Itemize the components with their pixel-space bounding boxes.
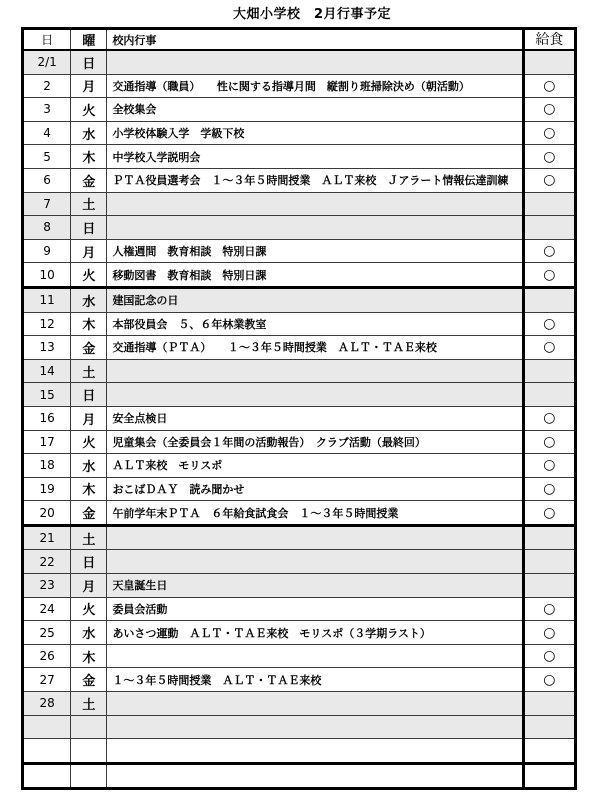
table-row: [23, 263, 576, 288]
table-row: [23, 692, 576, 716]
lunch-cell: [523, 50, 575, 74]
lunch-cell: ○: [523, 621, 575, 645]
table-row: [23, 74, 576, 98]
event-cell: 交通指導（ＰＴＡ） １～３年５時間授業 ＡＬＴ・ＴＡＥ来校: [107, 336, 523, 360]
lunch-cell: ○: [523, 430, 575, 454]
event-cell: 小学校体験入学 学級下校: [107, 121, 523, 145]
day-cell: 14: [23, 359, 71, 383]
column-header-weekday: 曜: [71, 29, 107, 51]
day-cell: 20: [23, 501, 71, 526]
event-cell: 建国記念の日: [107, 287, 523, 312]
day-cell: 3: [23, 98, 71, 122]
event-cell: 中学校入学説明会: [107, 145, 523, 169]
table-row: [23, 715, 576, 739]
weekday-cell: 木: [71, 644, 107, 668]
event-cell: あいさつ運動 ＡＬＴ・ＴＡＥ来校 モリスポ（３学期ラスト）: [107, 621, 523, 645]
event-cell: [107, 550, 523, 574]
weekday-cell: 金: [71, 168, 107, 192]
weekday-cell: 日: [71, 216, 107, 240]
event-cell: [107, 644, 523, 668]
event-cell: 安全点検日: [107, 406, 523, 430]
lunch-cell: ○: [523, 98, 575, 122]
table-row: [23, 525, 576, 550]
schedule-table: [21, 27, 577, 790]
lunch-cell: [523, 550, 575, 574]
weekday-cell: 火: [71, 98, 107, 122]
event-cell: [107, 50, 523, 74]
lunch-cell: [523, 287, 575, 312]
event-cell: 人権週間 教育相談 特別日課: [107, 239, 523, 263]
weekday-cell: 水: [71, 621, 107, 645]
day-cell: 12: [23, 312, 71, 336]
day-cell: 6: [23, 168, 71, 192]
page-title: 大畑小学校 2月行事予定: [232, 7, 392, 22]
table-row: [23, 192, 576, 216]
lunch-cell: ○: [523, 239, 575, 263]
day-cell: 27: [23, 668, 71, 692]
day-cell: 11: [23, 287, 71, 312]
lunch-cell: ○: [523, 668, 575, 692]
lunch-cell: ○: [523, 454, 575, 478]
day-cell: 4: [23, 121, 71, 145]
weekday-cell: 土: [71, 692, 107, 716]
day-cell: [23, 763, 71, 789]
day-cell: 21: [23, 525, 71, 550]
table-row: [23, 574, 576, 598]
table-row: [23, 168, 576, 192]
event-cell: 委員会活動: [107, 597, 523, 621]
lunch-cell: [523, 359, 575, 383]
weekday-cell: 水: [71, 454, 107, 478]
table-row: [23, 98, 576, 122]
event-cell: 全校集会: [107, 98, 523, 122]
weekday-cell: 月: [71, 406, 107, 430]
event-cell: [107, 692, 523, 716]
lunch-cell: ○: [523, 168, 575, 192]
day-cell: 26: [23, 644, 71, 668]
event-cell: １～３年５時間授業 ＡＬＴ・ＴＡＥ来校: [107, 668, 523, 692]
day-cell: 16: [23, 406, 71, 430]
event-cell: [107, 763, 523, 789]
lunch-cell: ○: [523, 263, 575, 288]
event-cell: 交通指導（職員） 性に関する指導月間 縦割り班掃除決め（朝活動）: [107, 74, 523, 98]
lunch-cell: [523, 383, 575, 407]
table-row: [23, 406, 576, 430]
day-cell: 10: [23, 263, 71, 288]
column-header-lunch: 給食: [523, 29, 575, 51]
column-header-day: 日: [23, 29, 71, 51]
lunch-cell: ○: [523, 121, 575, 145]
weekday-cell: [71, 715, 107, 739]
table-row: [23, 621, 576, 645]
table-row: [23, 763, 576, 789]
weekday-cell: 金: [71, 668, 107, 692]
event-cell: [107, 192, 523, 216]
table-row: [23, 454, 576, 478]
day-cell: 25: [23, 621, 71, 645]
event-cell: 午前学年末ＰＴＡ ６年給食試食会 １～３年５時間授業: [107, 501, 523, 526]
weekday-cell: 月: [71, 574, 107, 598]
lunch-cell: ○: [523, 145, 575, 169]
event-cell: おこばＤＡＹ 読み聞かせ: [107, 477, 523, 501]
table-row: [23, 287, 576, 312]
day-cell: [23, 715, 71, 739]
lunch-cell: ○: [523, 597, 575, 621]
weekday-cell: 火: [71, 430, 107, 454]
weekday-cell: 土: [71, 192, 107, 216]
lunch-cell: ○: [523, 477, 575, 501]
event-cell: 本部役員会 ５、６年林業教室: [107, 312, 523, 336]
event-cell: 天皇誕生日: [107, 574, 523, 598]
lunch-cell: ○: [523, 312, 575, 336]
day-cell: 2: [23, 74, 71, 98]
weekday-cell: 火: [71, 263, 107, 288]
event-cell: [107, 359, 523, 383]
weekday-cell: 金: [71, 501, 107, 526]
lunch-cell: [523, 216, 575, 240]
column-header-event: 校内行事: [107, 29, 523, 51]
event-cell: [107, 383, 523, 407]
weekday-cell: 金: [71, 336, 107, 360]
table-row: [23, 312, 576, 336]
table-row: [23, 336, 576, 360]
table-row: [23, 216, 576, 240]
lunch-cell: ○: [523, 406, 575, 430]
table-row: [23, 739, 576, 764]
table-row: [23, 550, 576, 574]
table-row: [23, 477, 576, 501]
day-cell: 15: [23, 383, 71, 407]
lunch-cell: [523, 763, 575, 789]
lunch-cell: [523, 692, 575, 716]
table-row: [23, 501, 576, 526]
day-cell: 19: [23, 477, 71, 501]
day-cell: 23: [23, 574, 71, 598]
day-cell: 2/1: [23, 50, 71, 74]
table-row: [23, 145, 576, 169]
day-cell: 13: [23, 336, 71, 360]
weekday-cell: 火: [71, 597, 107, 621]
table-row: [23, 597, 576, 621]
weekday-cell: 日: [71, 383, 107, 407]
day-cell: 8: [23, 216, 71, 240]
weekday-cell: 日: [71, 550, 107, 574]
weekday-cell: 月: [71, 239, 107, 263]
weekday-cell: 木: [71, 145, 107, 169]
event-cell: 移動図書 教育相談 特別日課: [107, 263, 523, 288]
day-cell: 5: [23, 145, 71, 169]
weekday-cell: 木: [71, 477, 107, 501]
table-row: [23, 430, 576, 454]
lunch-cell: [523, 574, 575, 598]
table-row: [23, 50, 576, 74]
day-cell: 24: [23, 597, 71, 621]
lunch-cell: ○: [523, 336, 575, 360]
weekday-cell: [71, 739, 107, 764]
weekday-cell: 土: [71, 359, 107, 383]
lunch-cell: ○: [523, 74, 575, 98]
event-cell: ＡＬＴ来校 モリスポ: [107, 454, 523, 478]
day-cell: 17: [23, 430, 71, 454]
lunch-cell: ○: [523, 501, 575, 526]
schedule-header: [23, 29, 576, 51]
lunch-cell: [523, 525, 575, 550]
day-cell: 22: [23, 550, 71, 574]
lunch-cell: [523, 739, 575, 764]
table-row: [23, 359, 576, 383]
day-cell: 9: [23, 239, 71, 263]
event-cell: [107, 715, 523, 739]
table-row: [23, 383, 576, 407]
weekday-cell: 月: [71, 74, 107, 98]
event-cell: [107, 525, 523, 550]
lunch-cell: [523, 192, 575, 216]
table-row: [23, 121, 576, 145]
event-cell: ＰＴＡ役員選考会 １～３年５時間授業 ＡＬＴ来校 Ｊアラート情報伝達訓練: [107, 168, 523, 192]
lunch-cell: ○: [523, 644, 575, 668]
event-cell: 児童集会（全委員会１年間の活動報告） クラブ活動（最終回）: [107, 430, 523, 454]
day-cell: [23, 739, 71, 764]
weekday-cell: [71, 763, 107, 789]
event-cell: [107, 739, 523, 764]
day-cell: 7: [23, 192, 71, 216]
weekday-cell: 水: [71, 287, 107, 312]
table-row: [23, 239, 576, 263]
day-cell: 28: [23, 692, 71, 716]
event-cell: [107, 216, 523, 240]
weekday-cell: 木: [71, 312, 107, 336]
day-cell: 18: [23, 454, 71, 478]
weekday-cell: 土: [71, 525, 107, 550]
header-row: [23, 29, 576, 51]
table-row: [23, 668, 576, 692]
schedule-body: [23, 50, 576, 789]
weekday-cell: 水: [71, 121, 107, 145]
lunch-cell: [523, 715, 575, 739]
weekday-cell: 日: [71, 50, 107, 74]
table-row: [23, 644, 576, 668]
